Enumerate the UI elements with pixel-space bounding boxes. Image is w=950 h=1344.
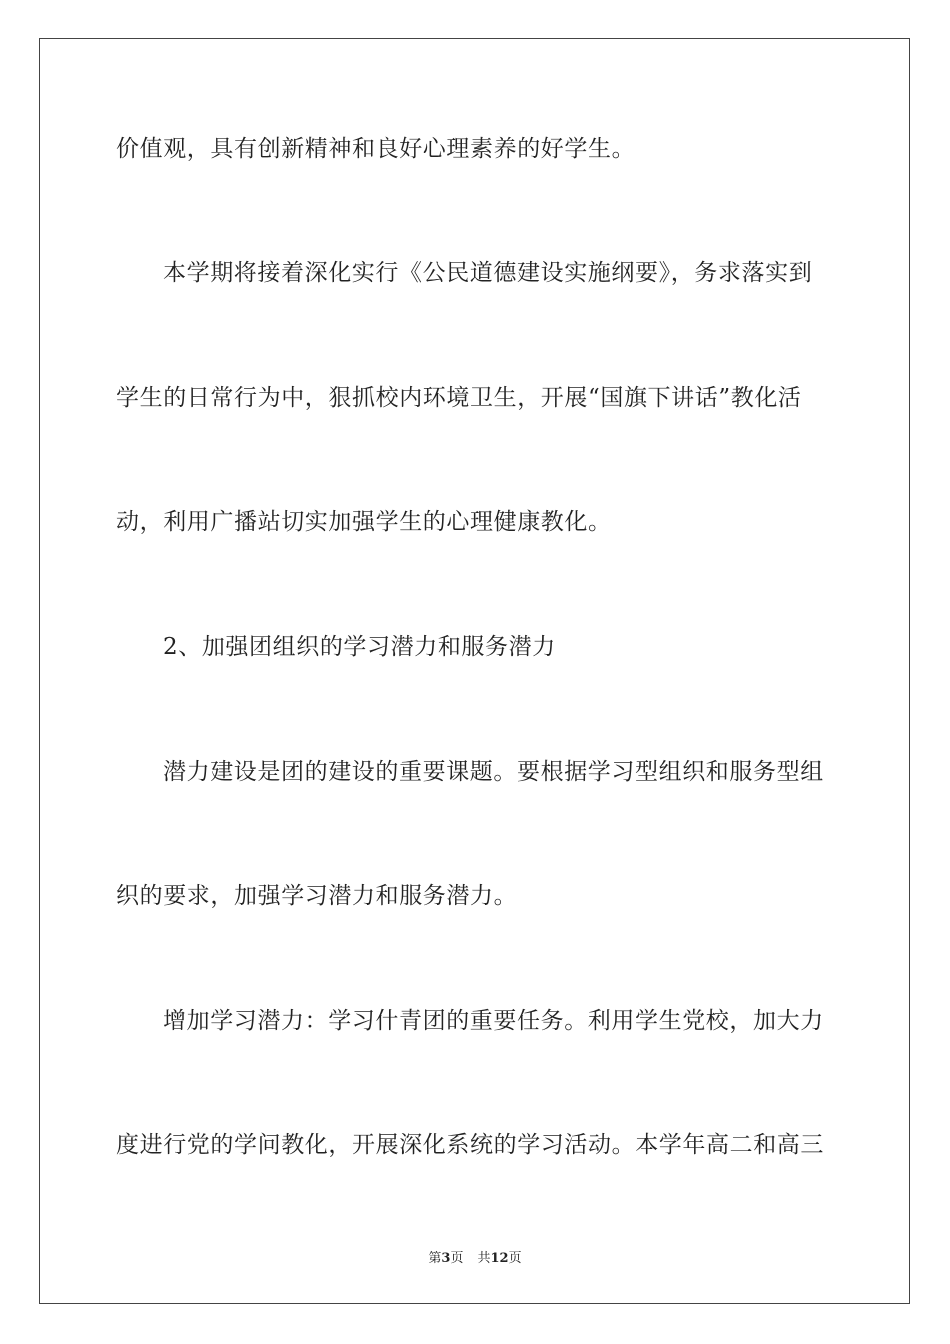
paragraph-3-line-1: 增加学习潜力：学习什青团的重要任务。利用学生党校，加大力 — [163, 1008, 824, 1034]
page-suffix: 页 — [450, 1251, 464, 1266]
text-line-1: 价值观，具有创新精神和良好心理素养的好学生。 — [116, 136, 636, 162]
paragraph-1-line-3: 动，利用广播站切实加强学生的心理健康教化。 — [116, 509, 612, 535]
paragraph-1-line-1: 本学期将接着深化实行《公民道德建设实施纲要》，务求落实到 — [163, 260, 813, 286]
page-footer — [0, 1247, 950, 1266]
total-suffix: 页 — [508, 1251, 522, 1266]
total-pages: 12 — [490, 1251, 509, 1266]
total-prefix: 共 — [477, 1251, 491, 1266]
page-number: 3 — [441, 1251, 451, 1266]
paragraph-2-line-2: 织的要求，加强学习潜力和服务潜力。 — [116, 883, 518, 909]
page-prefix: 第 — [428, 1251, 442, 1266]
page-border — [39, 38, 910, 1304]
section-heading: 2、加强团组织的学习潜力和服务潜力 — [163, 634, 556, 660]
paragraph-3-line-2: 度进行党的学问教化，开展深化系统的学习活动。本学年高二和高三 — [116, 1132, 824, 1158]
paragraph-1-line-2: 学生的日常行为中，狠抓校内环境卫生，开展“国旗下讲话”教化活 — [116, 385, 802, 411]
paragraph-2-line-1: 潜力建设是团的建设的重要课题。要根据学习型组织和服务型组 — [163, 759, 824, 785]
